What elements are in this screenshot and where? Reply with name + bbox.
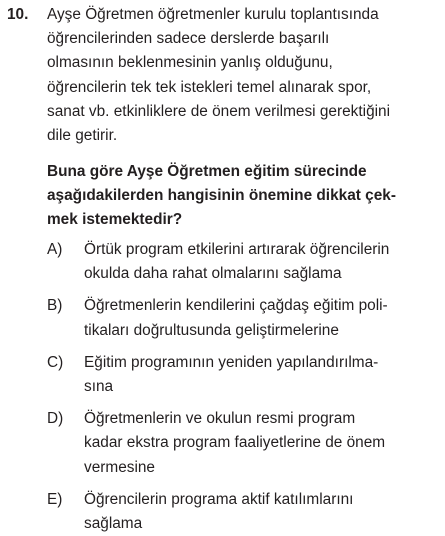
- stem-line: sanat vb. etkinliklere de önem verilmesi gerektiğini: [47, 102, 391, 120]
- stem-line: öğrencilerinden sadece derslerde başarılı: [47, 30, 330, 48]
- option-line: Eğitim programının yeniden yapılandırılma-: [84, 353, 379, 371]
- option-line: okulda daha rahat olmalarını sağlama: [84, 265, 342, 283]
- prompt-line: aşağıdakilerden hangisinin önemine dikkat çek-: [47, 187, 396, 205]
- option-line: kadar ekstra program faaliyetlerine de önem: [84, 434, 386, 452]
- option-text: [84, 407, 439, 480]
- option-line: Öğretmenlerin kendilerini çağdaş eğitim poli-: [84, 297, 388, 315]
- prompt-line: Buna göre Ayşe Öğretmen eğitim sürecinde: [47, 163, 367, 180]
- option-letter: D): [47, 410, 64, 428]
- option-line: Öğrencilerin programa aktif katılımlarını: [84, 490, 354, 508]
- option-e[interactable]: [47, 488, 439, 536]
- question-prompt: [47, 160, 439, 233]
- option-line: vermesine: [84, 458, 155, 476]
- option-line: sağlama: [84, 515, 143, 533]
- question-stem: [47, 3, 439, 148]
- option-letter: E): [47, 490, 63, 508]
- question-number: 10.: [7, 6, 29, 23]
- option-c[interactable]: [47, 351, 439, 399]
- option-letter: C): [47, 353, 64, 371]
- option-d[interactable]: [47, 407, 439, 480]
- option-text: [84, 351, 439, 399]
- option-a[interactable]: [47, 238, 439, 286]
- option-line: Öğretmenlerin ve okulun resmi program: [84, 410, 356, 428]
- stem-line: öğrencilerin tek tek istekleri temel alınarak spor,: [47, 78, 372, 96]
- option-letter: A): [47, 241, 63, 258]
- stem-line: dile getirir.: [47, 127, 118, 145]
- stem-line: Ayşe Öğretmen öğretmenler kurulu toplantısında: [47, 6, 379, 23]
- option-text: [84, 294, 439, 342]
- option-line: tikaları doğrultusunda geliştirmelerine: [84, 321, 339, 339]
- option-line: sına: [84, 378, 114, 396]
- answer-options: [47, 238, 439, 536]
- prompt-line: mek istemektedir?: [47, 211, 183, 229]
- option-letter: B): [47, 297, 63, 315]
- option-line: Örtük program etkilerini artırarak öğrencilerin: [84, 241, 390, 258]
- option-b[interactable]: [47, 294, 439, 342]
- option-text: [84, 488, 439, 536]
- option-text: [84, 238, 439, 286]
- stem-line: olmasının beklenmesinin yanlış olduğunu,: [47, 54, 333, 72]
